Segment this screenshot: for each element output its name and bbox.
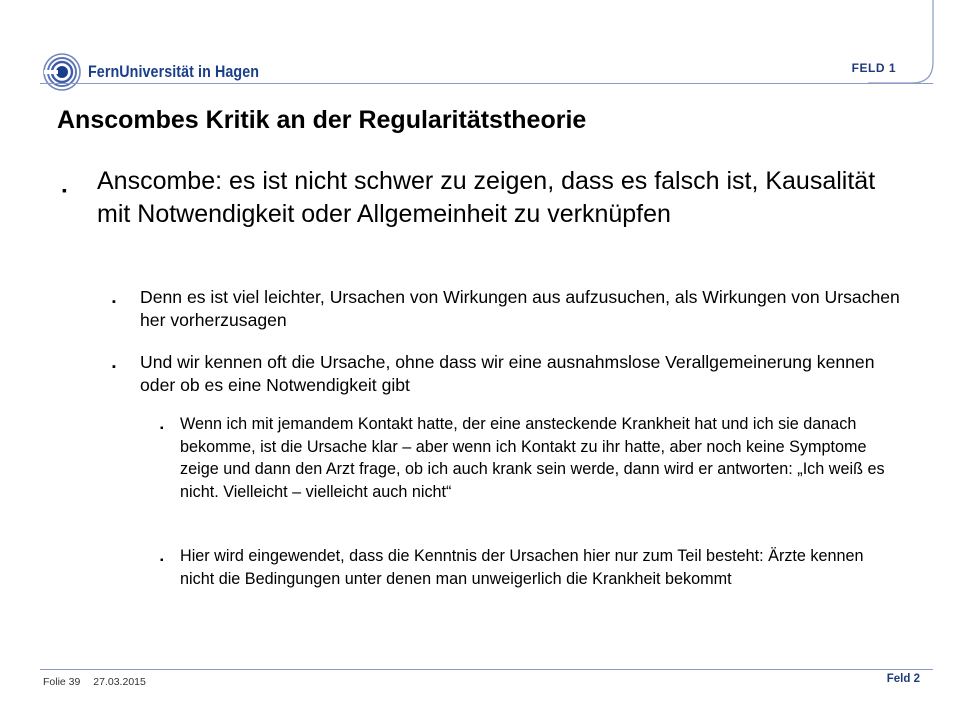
slide-date: 27.03.2015 <box>93 676 146 688</box>
bullet-level-3 <box>160 545 902 590</box>
bullet-level-3 <box>160 413 902 503</box>
slide-number: Folie 39 <box>43 676 81 688</box>
bullet-text: Anscombe: es ist nicht schwer zu zeigen, dass es falsch ist, Kausalität mit Notwendigkeit oder Allgemeinheit zu verknüpfen <box>97 167 876 228</box>
bullet-level-2 <box>112 351 902 397</box>
bullet-text: Denn es ist viel leichter, Ursachen von Wirkungen aus aufzusuchen, als Wirkungen von Ursachen her vorherzusagen <box>140 287 900 330</box>
bullet-level-2 <box>112 286 902 332</box>
square-bullet-icon: ▪ <box>112 361 116 373</box>
university-logo <box>40 52 292 92</box>
square-bullet-icon: ▪ <box>112 296 116 308</box>
bullet-text: Und wir kennen oft die Ursache, ohne dass wir eine ausnahmslose Verallgemeinerung kennen oder ob es eine Notwendigkeit gibt <box>140 352 875 395</box>
feld-top-label: FELD 1 <box>851 61 896 75</box>
bullet-level-1 <box>62 165 902 231</box>
feld-bottom-label: Feld 2 <box>886 673 920 685</box>
square-bullet-icon: ▪ <box>62 182 67 198</box>
slide-title: Anscombes Kritik an der Regularitätstheorie <box>57 106 587 134</box>
header-corner-curve <box>868 0 938 86</box>
header-divider <box>40 83 933 84</box>
footer-divider <box>40 669 933 670</box>
bullet-text: Hier wird eingewendet, dass die Kenntnis der Ursachen hier nur zum Teil besteht: Ärzte kennen nicht die Bedingungen unter denen man unweigerlich die Krankheit bekommt <box>180 547 864 588</box>
footer-info <box>43 676 156 688</box>
square-bullet-icon: ▪ <box>160 555 164 566</box>
logo-wordmark: FernUniversität in Hagen <box>88 62 260 81</box>
bullet-text: Wenn ich mit jemandem Kontakt hatte, der eine ansteckende Krankheit hat und ich sie danach bekomme, ist die Ursache klar – aber wenn ich Kontakt zu ihr hatte, aber noch keine Symptome zeige und dann den Arzt frage, ob ich auch krank sein werde, dann wird er antworten: „Ich weiß es nicht. Vielleicht – vielleicht auch nicht“ <box>180 415 885 501</box>
fernuni-emblem-icon <box>40 52 84 92</box>
square-bullet-icon: ▪ <box>160 423 164 434</box>
